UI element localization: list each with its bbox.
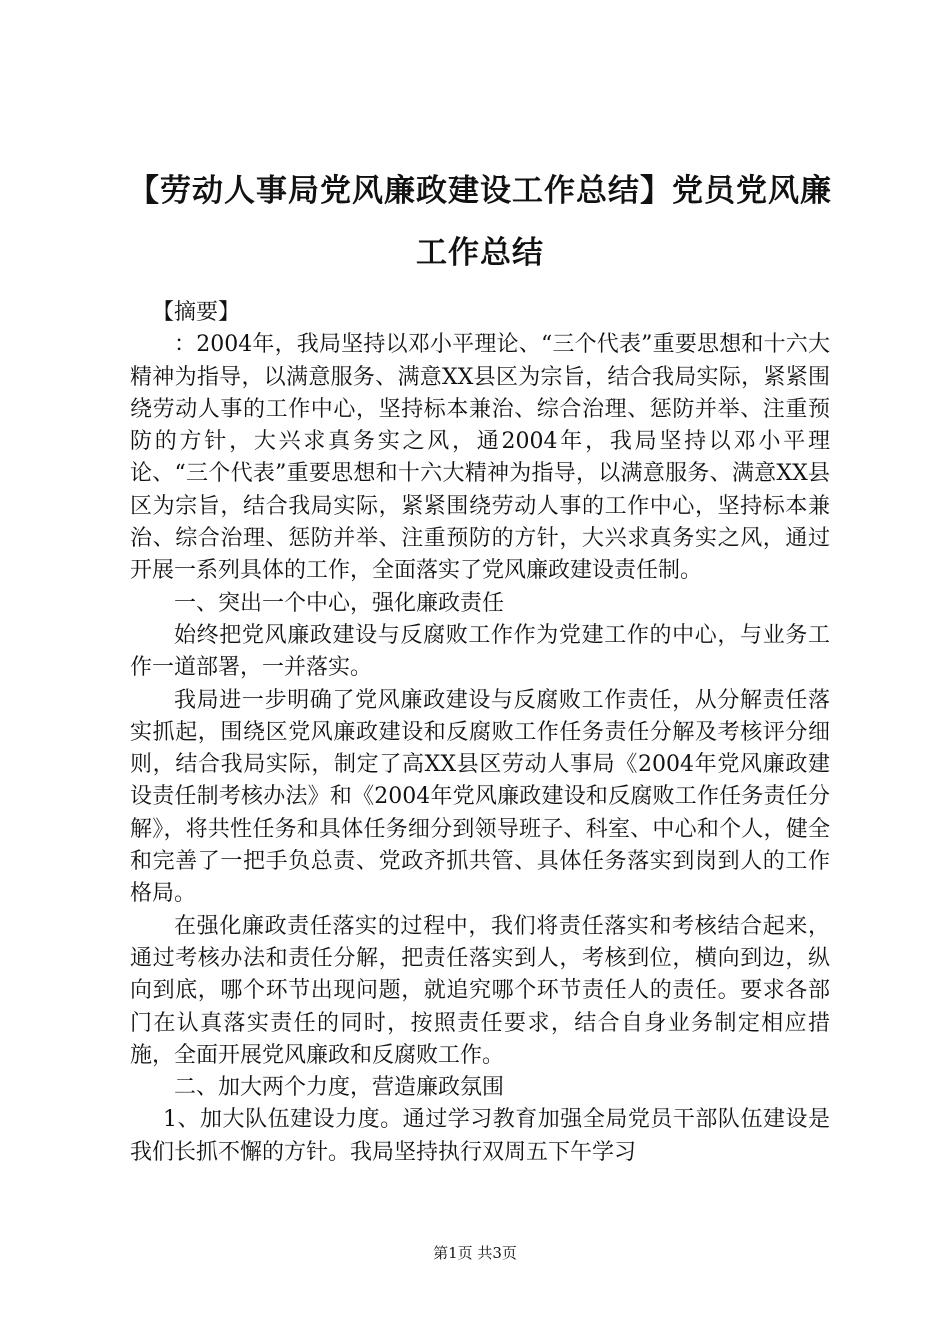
document-title: 【劳动人事局党风廉政建设工作总结】党员党风廉工作总结 [128, 173, 832, 271]
paragraph: 始终把党风廉政建设与反腐败工作作为党建工作的中心，与业务工作一道部署，一并落实。 [130, 622, 830, 681]
paragraph-abstract: ：2004年，我局坚持以邓小平理论、“三个代表”重要思想和十六大精神为指导，以满意服务、满意XX县区为宗旨，结合我局实际，紧紧围绕劳动人事的工作中心，坚持标本兼治、综合治理、惩防并举、注重预防的方针，大兴求真务实之风，通2004年，我局坚持以邓小平理论、“三个代表”重要思想和十六大精神为指导，以满意服务、满意XX县区为宗旨，结合我局实际，紧紧围绕劳动人事的工作中心，坚持标本兼治、综合治理、惩防并举、注重预防的方针，大兴求真务实之风，通过开展一系列具体的工作，全面落实了党风廉政建设责任制。 [130, 332, 831, 584]
paragraph: 我局进一步明确了党风廉政建设与反腐败工作责任，从分解责任落实抓起，围绕区党风廉政建设和反腐败工作任务责任分解及考核评分细则，结合我局实际，制定了高XX县区劳动人事局《2004年党风廉政建设责任制考核办法》和《2004年党风廉政建设和反腐败工作任务责任分解》，将共性任务和具体任务细分到领导班子、科室、中心和个人，健全和完善了一把手负总责、党政齐抓共管、具体任务落实到岗到人的工作格局。 [130, 687, 830, 907]
document-body [130, 297, 830, 1169]
abstract-label: 【摘要】 [152, 300, 241, 325]
page-number-footer: 第1页 共3页 [433, 1244, 517, 1262]
section-heading-1: 一、突出一个中心，强化廉政责任 [174, 590, 505, 616]
paragraph: 在强化廉政责任落实的过程中，我们将责任落实和考核结合起来，通过考核办法和责任分解，把责任落实到人，考核到位，横向到边，纵向到底，哪个环节出现问题，就追究哪个环节责任人的责任。要求各部门在认真落实责任的同时，按照责任要求，结合自身业务制定相应措施，全面开展党风廉政和反腐败工作。 [130, 913, 830, 1068]
section-heading-2: 二、加大两个力度，营造廉政氛围 [174, 1075, 505, 1101]
paragraph: 1、加大队伍建设力度。通过学习教育加强全局党员干部队伍建设是我们长抓不懈的方针。我局坚持执行双周五下午学习 [130, 1107, 830, 1165]
